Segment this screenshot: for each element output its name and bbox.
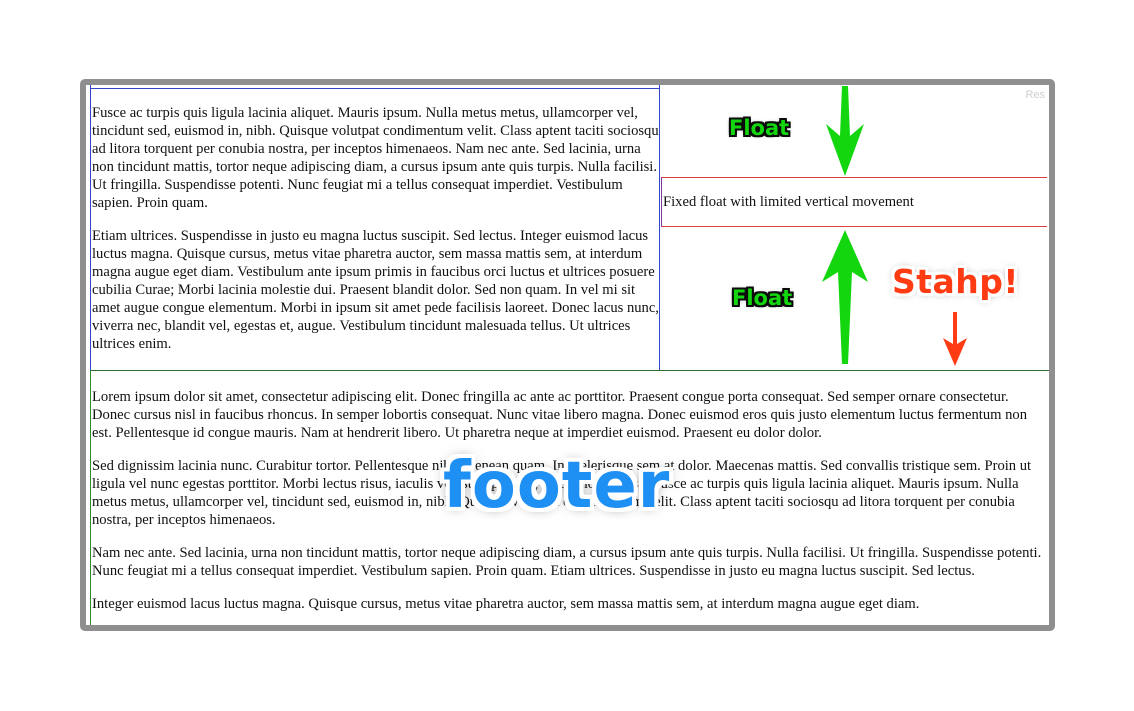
float-up-arrow-icon — [818, 230, 872, 366]
main-content-column — [90, 85, 660, 371]
browser-frame — [80, 79, 1055, 631]
resize-hint[interactable]: Res — [1025, 89, 1045, 101]
main-paragraph-2: Etiam ultrices. Suspendisse in justo eu magna luctus suscipit. Sed lectus. Integer euismod lacus luctus magna. Quisque cursus, metus vitae pharetra auctor, sem massa mattis sem, at interdum magna augue eget diam. Vestibulum ante ipsum primis in faucibus orci luctus et ultrices posuere cubilia Curae; Morbi lacinia molestie dui. Praesent blandit dolor. Sed non quam. In vel mi sit amet augue congue elementum. Morbi in ipsum sit amet pede facilisis laoreet. Donec lacus nunc, viverra nec, blandit vel, egestas et, augue. Vestibulum tincidunt malesuada tellus. Ut ultrices ultrices enim. — [92, 228, 659, 352]
stahp-label: Stahp! — [892, 262, 1019, 301]
float-down-arrow-icon — [820, 86, 870, 178]
fixed-float-box — [661, 177, 1047, 227]
page-viewport[interactable] — [86, 85, 1049, 625]
main-paragraph-1: Fusce ac turpis quis ligula lacinia aliquet. Mauris ipsum. Nulla metus metus, ullamcorper vel, tincidunt sed, euismod in, nibh. Quisque volutpat condimentum velit. Class aptent taciti sociosqu ad litora torquent per conubia nostra, per inceptos himenaeos. Nam nec ante. Sed lacinia, urna non tincidunt mattis, tortor neque adipiscing diam, a cursus ipsum ante quis turpis. Nulla facilisi. Ut fringilla. Suspendisse potenti. Nunc feugiat mi a tellus consequat imperdiet. Vestibulum sapien. Proin quam. — [92, 105, 659, 211]
fixed-float-text: Fixed float with limited vertical movement — [663, 193, 914, 210]
float-label-top: Float — [729, 116, 790, 140]
footer-paragraph-3: Nam nec ante. Sed lacinia, urna non tincidunt mattis, tortor neque adipiscing diam, a cursus ipsum ante quis turpis. Nulla facilisi. Ut fringilla. Suspendisse potenti. Nunc feugiat mi a tellus consequat imperdiet. Vestibulum sapien. Proin quam. Etiam ultrices. Suspendisse in justo eu magna luctus suscipit. Sed lectus. — [92, 545, 1042, 579]
footer-paragraph-4: Integer euismod lacus luctus magna. Quisque cursus, metus vitae pharetra auctor, sem massa mattis sem, at interdum magna augue eget diam. — [92, 596, 920, 612]
footer-paragraph-1: Lorem ipsum dolor sit amet, consectetur adipiscing elit. Donec fringilla ac ante ac porttitor. Praesent congue porta consequat. Sed semper ornare consectetur. Donec cursus nisl in faucibus rhoncus. In semper lobortis consequat. Nunc vitae libero magna. Donec euismod eros quis justo elementum luctus fermentum non est. Pellentesque id congue mauris. Nam at hendrerit libero. Ut pharetra neque at imperdiet euismod. Praesent eu dolor dolor. — [92, 389, 1028, 441]
float-label-bottom: Float — [732, 286, 793, 310]
stahp-down-arrow-icon — [940, 312, 970, 368]
footer-paragraph-2: Sed dignissim lacinia nunc. Curabitur tortor. Pellentesque nibh. Aenean quam. In scelerisque sem at dolor. Maecenas mattis. Sed convallis tristique sem. Proin ut ligula vel nunc egestas porttitor. Morbi lectus risus, iaculis vel, suscipit quis, luctus non, massa. Fusce ac turpis quis ligula lacinia aliquet. Mauris ipsum. Nulla metus metus, ullamcorper vel, tincidunt sed, euismod in, nibh. Quisque volutpat condimentum velit. Class aptent taciti sociosqu ad litora torquent per conubia nostra, per inceptos himenaeos. — [92, 458, 1032, 528]
footer-label: footer — [443, 449, 671, 523]
clipped-top-line — [91, 85, 659, 89]
